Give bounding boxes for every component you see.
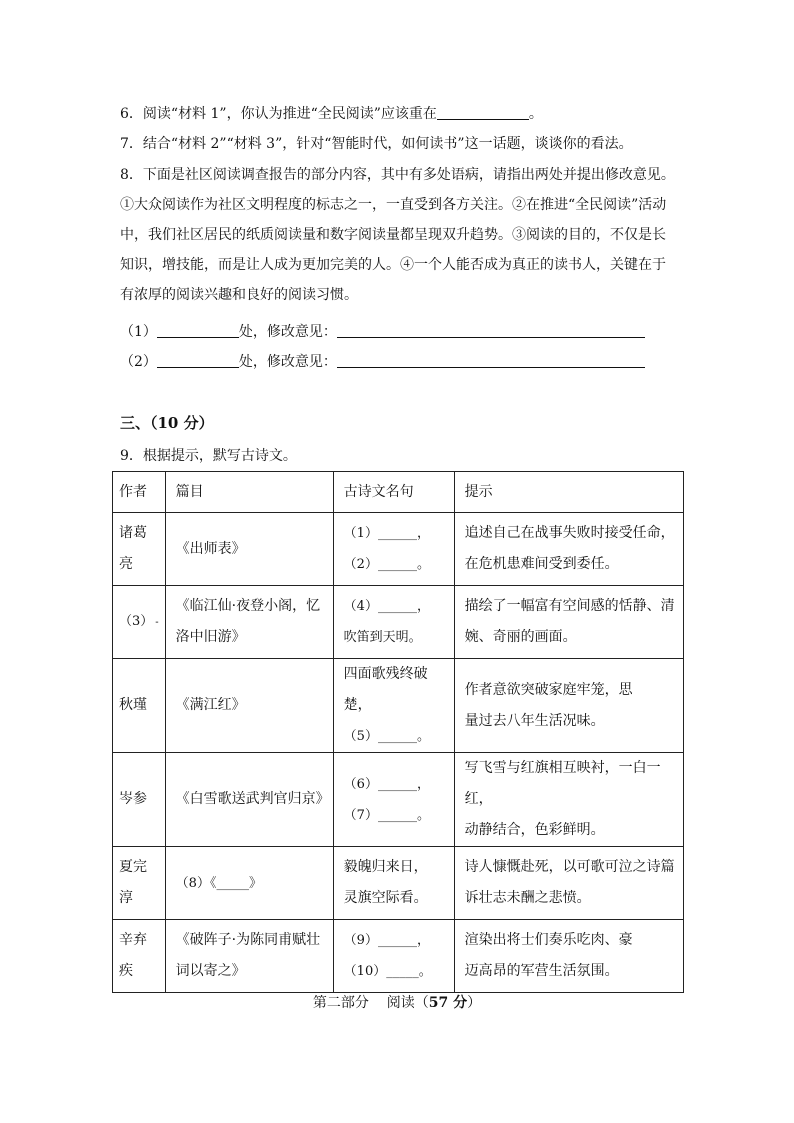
cell-lines: （6）______， （7）______。 (333, 753, 454, 847)
cell-lines: （4）______， 吹笛到天明。 (333, 586, 454, 659)
question-6-text: 6．阅读“材料 1”，你认为推进“全民阅读”应该重在 (120, 106, 437, 122)
cell-lines: （1）______， （2）______。 (333, 513, 454, 586)
header-author: 作者 (113, 472, 166, 513)
cell-title: 《破阵子·为陈同甫赋壮词以寄之》 (165, 920, 333, 993)
cell-lines: （9）______， （10）_____。 (333, 920, 454, 993)
cell-author: 岑参 (113, 753, 166, 847)
cell-hint: 渲染出将士们奏乐吃肉、豪 迈高昂的军营生活氛围。 (454, 920, 683, 993)
header-hint: 提示 (454, 472, 683, 513)
question-6: 6．阅读“材料 1”，你认为推进“全民阅读”应该重在 。 (120, 106, 543, 122)
poetry-table (112, 471, 684, 993)
cell-author: 秋瑾 (113, 659, 166, 753)
question-8-prompt: 8．下面是社区阅读调查报告的部分内容，其中有多处语病，请指出两处并提出修改意见。 (120, 167, 675, 183)
answer-line-1: （1） 处，修改意见： (120, 322, 645, 342)
cell-hint: 描绘了一幅富有空间感的恬静、清 婉、奇丽的画面。 (454, 586, 683, 659)
cell-title: 《出师表》 (165, 513, 333, 586)
table-row (113, 513, 684, 586)
table-row (113, 753, 684, 847)
table-header-row (113, 472, 684, 513)
cell-hint: 写飞雪与红旗相互映衬，一白一红， 动静结合，色彩鲜明。 (454, 753, 683, 847)
answer-blank[interactable] (157, 353, 239, 368)
cell-lines: 四面歌残终破楚， （5）______。 (333, 659, 454, 753)
table-row (113, 847, 684, 920)
section-title: 三、（10 分） (120, 414, 214, 432)
answer-blank[interactable] (337, 323, 645, 338)
answer-blank[interactable] (437, 105, 529, 120)
cell-title: 《满江红》 (165, 659, 333, 753)
table-row (113, 586, 684, 659)
question-8-passage: ①大众阅读作为社区文明程度的标志之一，一直受到各方关注。②在推进“全民阅读”活动中，我们社区居民的纸质阅读量和数字阅读量都呈现双升趋势。③阅读的目的，不仅是长知识，增技能，而是让人成为更加完美的人。④一个人能否成为真正的读书人，关键在于有浓厚的阅读兴趣和良好的阅读习惯。 (120, 197, 667, 303)
question-9: 9．根据提示，默写古诗文。 (120, 448, 297, 464)
part-heading: 第二部分 阅读（57 分） (312, 995, 482, 1011)
table-row (113, 920, 684, 993)
cell-hint: 追述自己在战事失败时接受任命， 在危机患难间受到委任。 (454, 513, 683, 586)
cell-title: 《白雪歌送武判官归京》 (165, 753, 333, 847)
cell-author: 辛弃疾 (113, 920, 166, 993)
question-7: 7．结合“材料 2”“材料 3”，针对“智能时代，如何读书”这一话题，谈谈你的看法。 (120, 136, 633, 152)
answer-blank[interactable] (157, 323, 239, 338)
cell-author: 夏完淳 (113, 847, 166, 920)
answer-line-2: （2） 处，修改意见： (120, 352, 645, 372)
cell-hint: 作者意欲突破家庭牢笼，思 量过去八年生活况味。 (454, 659, 683, 753)
cell-title: 《临江仙·夜登小阁，忆洛中旧游》 (165, 586, 333, 659)
cell-author: （3） - (113, 586, 166, 659)
cell-lines: 毅魄归来日， 灵旗空际看。 (333, 847, 454, 920)
table-row (113, 659, 684, 753)
cell-hint: 诗人慷慨赴死，以可歌可泣之诗篇 诉壮志未酬之悲愤。 (454, 847, 683, 920)
header-lines: 古诗文名句 (333, 472, 454, 513)
cell-author: 诸葛亮 (113, 513, 166, 586)
answer-blank[interactable] (337, 353, 645, 368)
header-title: 篇目 (165, 472, 333, 513)
cell-title: （8）《_____》 (165, 847, 333, 920)
